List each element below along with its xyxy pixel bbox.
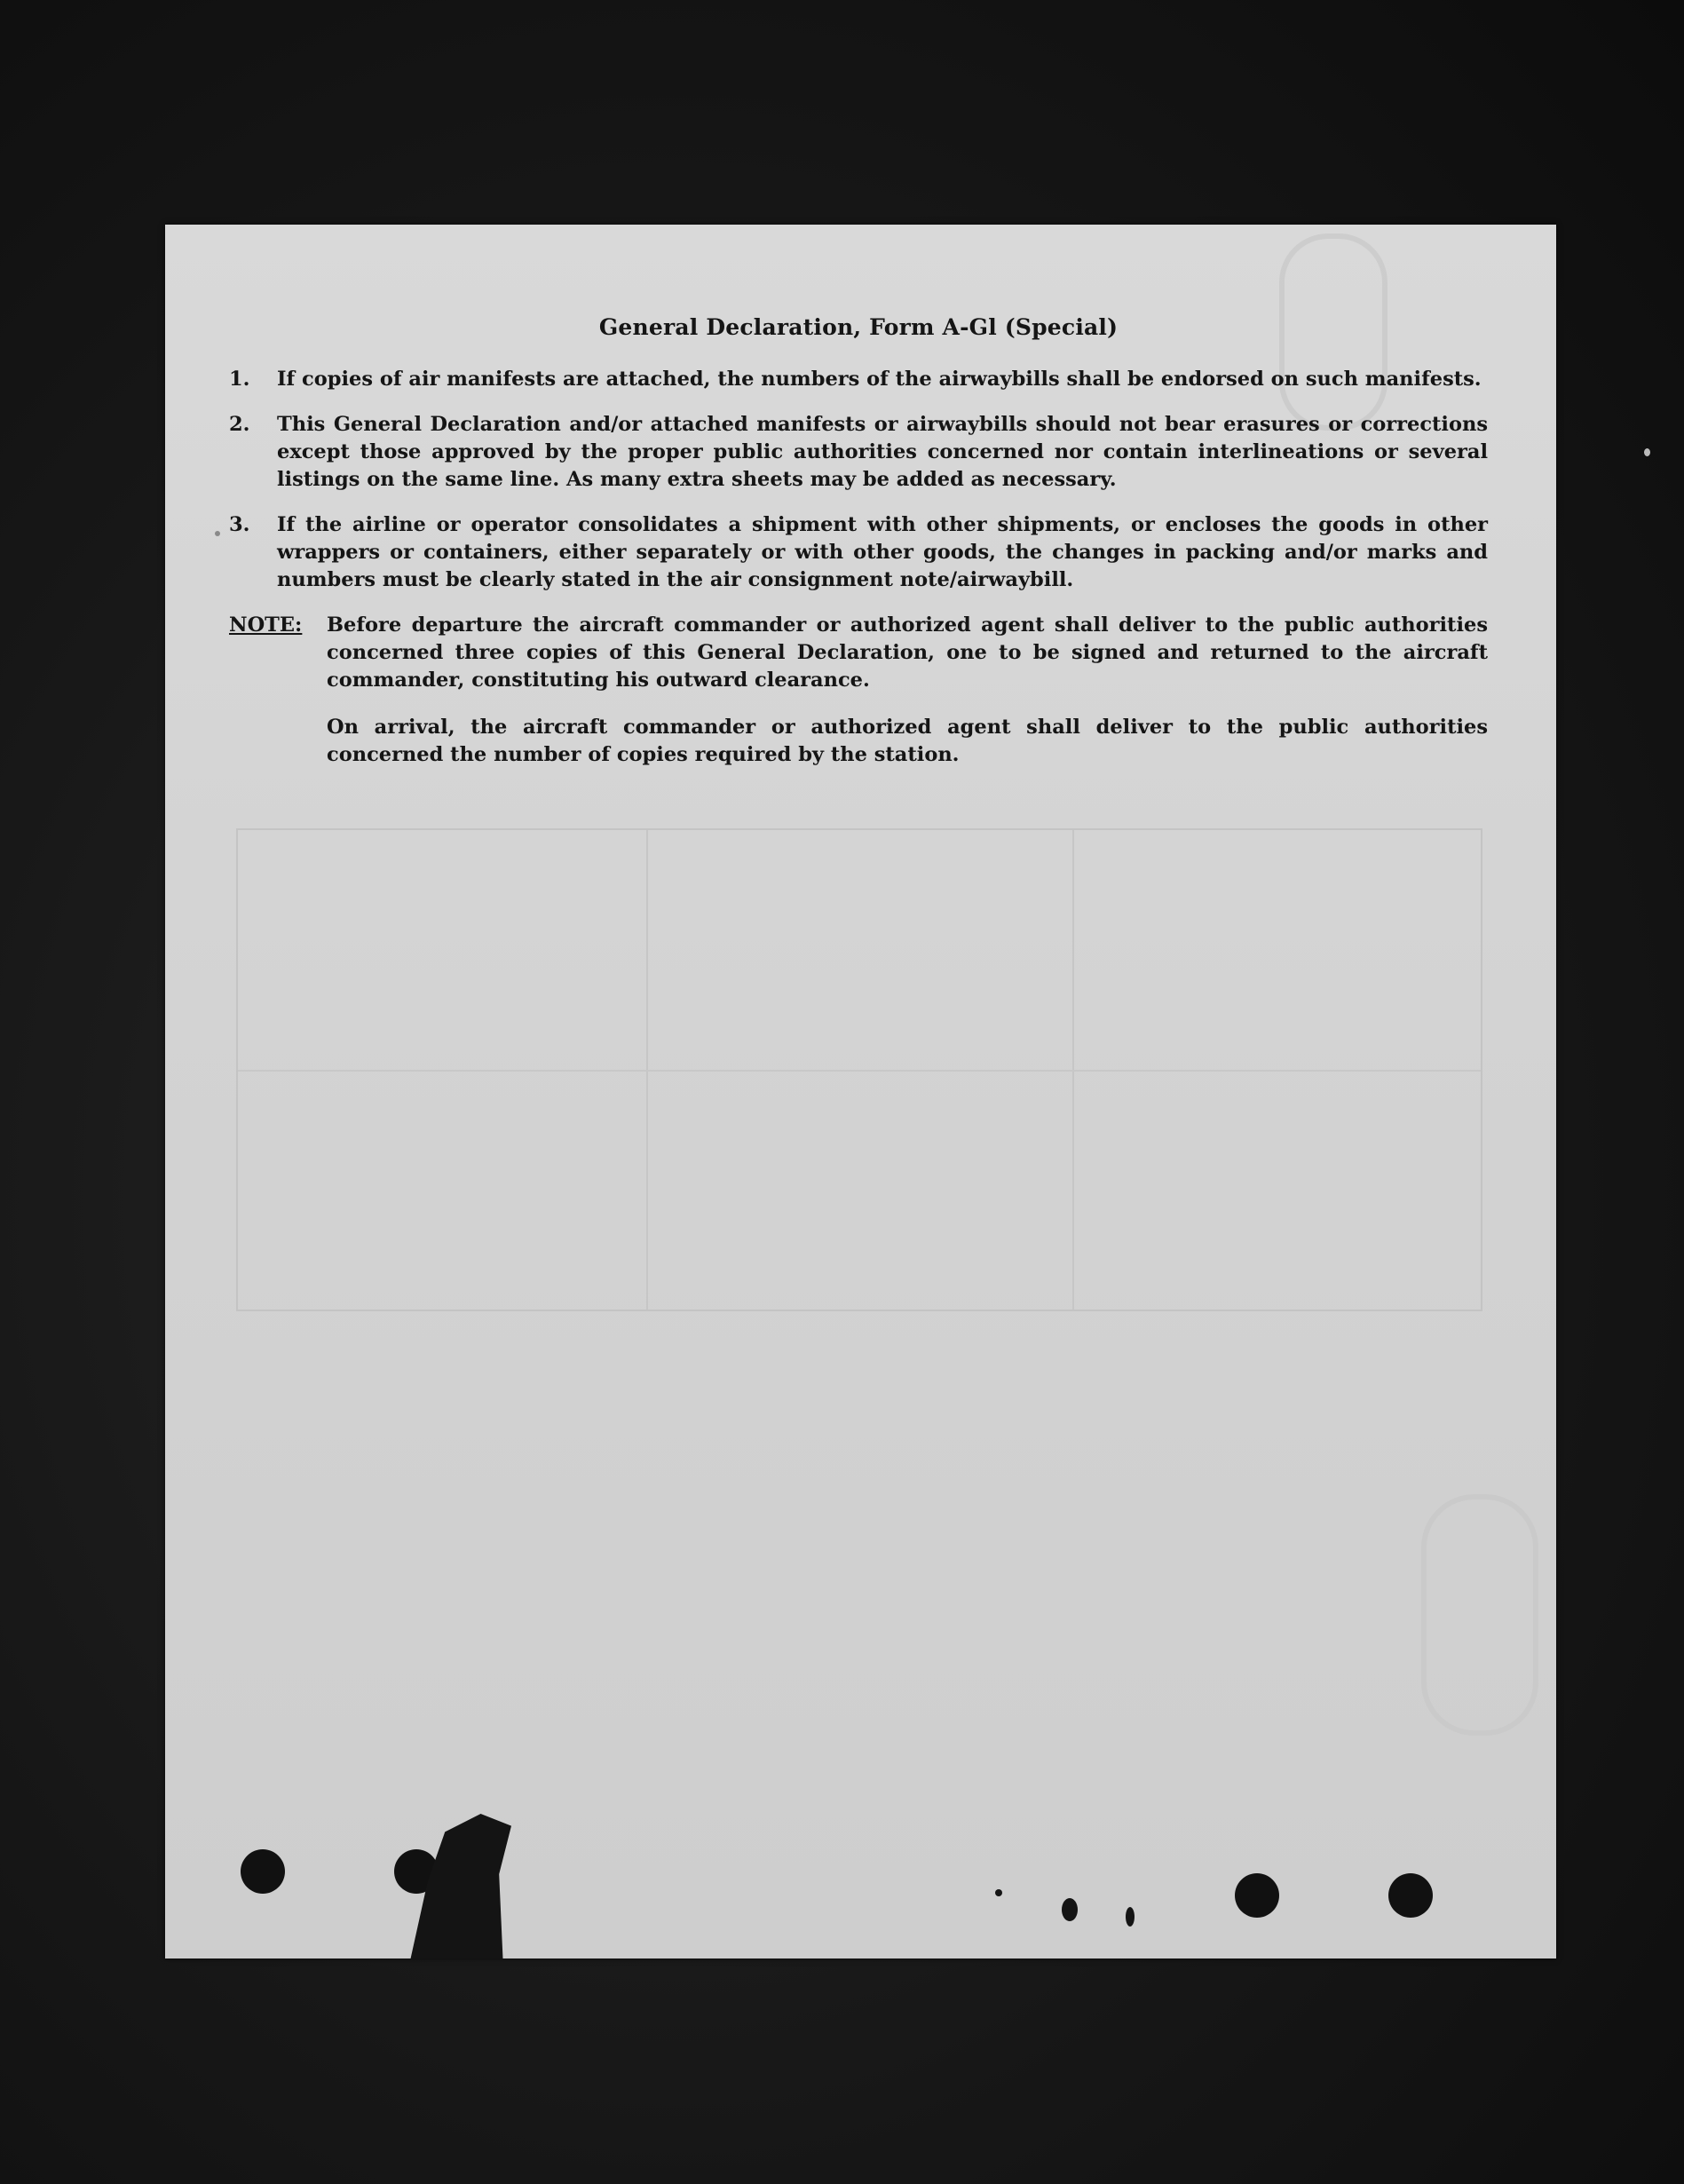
damage-speck: [1062, 1898, 1078, 1921]
note-section: [229, 612, 1488, 788]
note-paragraph: Before departure the aircraft commander or authorized agent shall deliver to the public authorities concerned three copies of this General Declaration, one to be signed and returned to the aircraft commander, constituting his outward clearance.: [327, 613, 1488, 692]
instruction-item: [229, 411, 1488, 494]
bleed-through-stamp: [1421, 1494, 1538, 1736]
note-label: NOTE:: [229, 613, 303, 637]
document-page: [165, 225, 1556, 1958]
punch-hole: [241, 1849, 285, 1894]
stray-mark: [1644, 448, 1650, 456]
item-number: 1.: [229, 368, 250, 391]
bleed-through-table: [236, 828, 1482, 1311]
declaration-instructions: [229, 313, 1488, 788]
instruction-item: [229, 511, 1488, 594]
bleed-through-divider: [238, 1070, 1481, 1072]
note-body: [327, 612, 1488, 788]
note-paragraph: On arrival, the aircraft commander or authorized agent shall deliver to the public authorities concerned the number of copies required by the station.: [327, 716, 1488, 766]
item-text: This General Declaration and/or attached manifests or airwaybills should not bear erasures or corrections except those approved by the proper public authorities concerned nor contain interlineations or several listings on the same line. As many extra sheets may be added as necessary.: [277, 413, 1488, 491]
punch-hole: [1388, 1873, 1433, 1918]
item-text: If the airline or operator consolidates a shipment with other shipments, or encloses the goods in other wrappers or containers, either separately or with other goods, the changes in packing and/or marks and numbers must be clearly stated in the air consignment note/airwaybill.: [277, 513, 1488, 591]
damage-speck: [995, 1889, 1002, 1896]
item-text: If copies of air manifests are attached, the numbers of the airwaybills shall be endorsed on such manifests.: [277, 368, 1482, 391]
document-title: General Declaration, Form A-Gl (Special): [598, 314, 1119, 340]
damage-speck: [1126, 1907, 1135, 1927]
punch-hole: [1235, 1873, 1279, 1918]
item-number: 2.: [229, 413, 250, 436]
stray-mark: [215, 531, 220, 536]
instruction-item: [229, 366, 1488, 393]
item-number: 3.: [229, 513, 250, 536]
